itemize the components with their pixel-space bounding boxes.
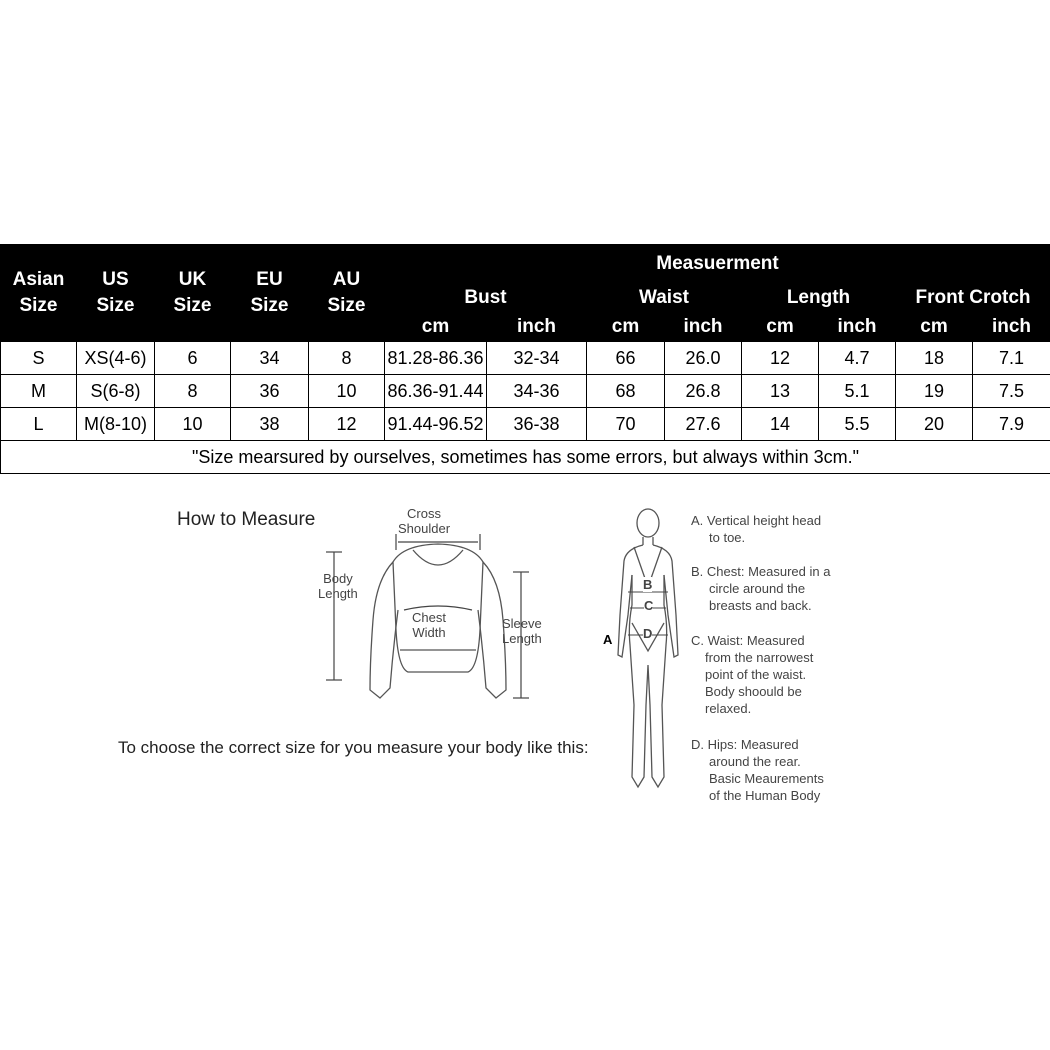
- table-cell: 6: [155, 342, 231, 375]
- table-cell: M(8-10): [77, 408, 155, 441]
- table-cell: 10: [309, 375, 385, 408]
- body-figure-diagram: [610, 505, 690, 795]
- header-unit: inch: [973, 313, 1050, 342]
- table-cell: M: [1, 375, 77, 408]
- table-cell: 4.7: [819, 342, 896, 375]
- table-cell: 8: [309, 342, 385, 375]
- table-cell: 20: [896, 408, 973, 441]
- table-cell: XS(4-6): [77, 342, 155, 375]
- header-length: Length: [742, 284, 896, 313]
- size-chart-table: [0, 244, 1050, 474]
- legend-c: C. Waist: Measured from the narrowest point of the waist. Body shoould be relaxed.: [691, 633, 814, 716]
- table-cell: 10: [155, 408, 231, 441]
- table-cell: 5.5: [819, 408, 896, 441]
- marker-a: A: [603, 632, 613, 647]
- table-row: [1, 375, 1050, 408]
- header-asian-size: Asian Size: [1, 245, 77, 342]
- header-unit: cm: [385, 313, 487, 342]
- header-us-size: US Size: [77, 245, 155, 342]
- table-cell: 38: [231, 408, 309, 441]
- table-cell: 81.28-86.36: [385, 342, 487, 375]
- table-cell: S(6-8): [77, 375, 155, 408]
- cross-shoulder-label: Cross Shoulder: [398, 506, 451, 536]
- header-eu-size: EU Size: [231, 245, 309, 342]
- legend-d: D. Hips: Measured around the rear. Basic Meaurements of the Human Body: [691, 737, 824, 803]
- chest-width-label: Chest Width: [412, 610, 446, 640]
- table-cell: 12: [742, 342, 819, 375]
- table-row: [1, 408, 1050, 441]
- table-cell: 26.8: [665, 375, 742, 408]
- table-cell: 7.1: [973, 342, 1050, 375]
- legend-a: A. Vertical height head to toe.: [691, 513, 822, 545]
- table-cell: 36: [231, 375, 309, 408]
- table-cell: 32-34: [487, 342, 587, 375]
- table-cell: 70: [587, 408, 665, 441]
- table-cell: 19: [896, 375, 973, 408]
- header-unit: cm: [742, 313, 819, 342]
- table-cell: 34-36: [487, 375, 587, 408]
- legend-b: B. Chest: Measured in a circle around the breasts and back.: [691, 564, 831, 613]
- table-cell: 68: [587, 375, 665, 408]
- table-cell: 91.44-96.52: [385, 408, 487, 441]
- header-au-size: AU Size: [309, 245, 385, 342]
- table-cell: 86.36-91.44: [385, 375, 487, 408]
- table-row: [1, 342, 1050, 375]
- table-cell: 36-38: [487, 408, 587, 441]
- table-cell: 27.6: [665, 408, 742, 441]
- table-cell: 7.5: [973, 375, 1050, 408]
- body-length-label: Body Length: [318, 571, 358, 601]
- header-waist: Waist: [587, 284, 742, 313]
- header-measurement: Measuerment: [385, 245, 1050, 284]
- header-uk-size: UK Size: [155, 245, 231, 342]
- table-cell: 12: [309, 408, 385, 441]
- table-cell: 34: [231, 342, 309, 375]
- marker-c: C: [644, 598, 654, 613]
- header-unit: inch: [819, 313, 896, 342]
- header-unit: inch: [487, 313, 587, 342]
- table-cell: 7.9: [973, 408, 1050, 441]
- table-cell: 66: [587, 342, 665, 375]
- table-cell: 26.0: [665, 342, 742, 375]
- table-cell: 5.1: [819, 375, 896, 408]
- table-cell: L: [1, 408, 77, 441]
- table-cell: 13: [742, 375, 819, 408]
- table-cell: 14: [742, 408, 819, 441]
- table-cell: 8: [155, 375, 231, 408]
- marker-b: B: [643, 577, 653, 592]
- header-unit: cm: [587, 313, 665, 342]
- measure-instruction: To choose the correct size for you measure your body like this:: [118, 738, 589, 757]
- table-cell: S: [1, 342, 77, 375]
- sleeve-length-label: Sleeve Length: [502, 616, 542, 646]
- table-cell: 18: [896, 342, 973, 375]
- header-unit: inch: [665, 313, 742, 342]
- header-front-crotch: Front Crotch: [896, 284, 1050, 313]
- size-note: "Size mearsured by ourselves, sometimes has some errors, but always within 3cm.": [1, 441, 1050, 474]
- header-bust: Bust: [385, 284, 587, 313]
- marker-d: D: [643, 626, 653, 641]
- how-to-measure-title: How to Measure: [177, 509, 316, 530]
- header-unit: cm: [896, 313, 973, 342]
